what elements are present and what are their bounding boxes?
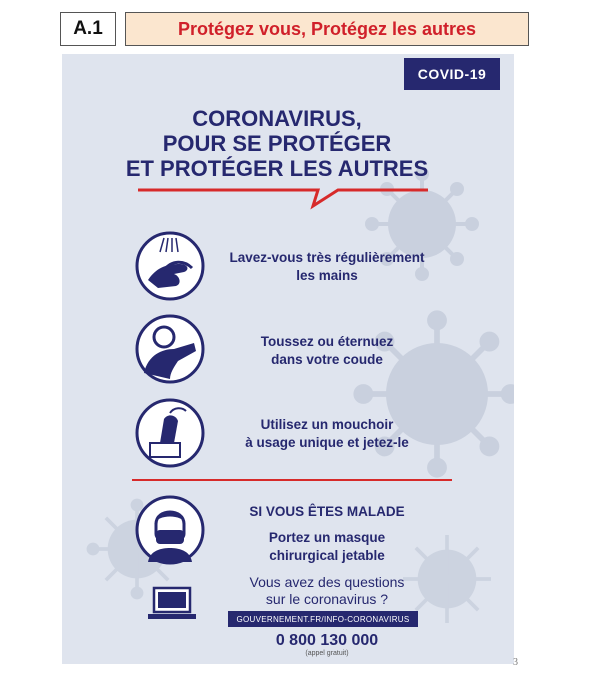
step-line: dans votre coude [271,352,383,367]
step-text [212,416,442,452]
headline-line: ET PROTÉGER LES AUTRES [125,156,429,181]
poster-headline [122,106,432,181]
sick-line: chirurgical jetable [269,548,385,563]
hand-washing-icon [134,230,206,302]
questions-line: sur le coronavirus ? [265,591,389,607]
laptop-icon [148,586,196,622]
speech-bubble-line [138,180,428,210]
phone-note: (appel gratuit) [305,650,349,657]
sick-line: Portez un masque [268,530,386,545]
headline-line: POUR SE PROTÉGER [162,131,392,156]
info-url: GOUVERNEMENT.FR/INFO-CORONAVIRUS [228,611,418,627]
section-label: A.1 [60,12,116,46]
step-text [212,333,442,369]
questions-text [222,574,432,608]
step-line: à usage unique et jetez-le [245,435,409,450]
section-divider [132,479,452,481]
step-line: Lavez-vous très régulièrement [229,250,425,265]
step-line: les mains [296,268,358,283]
phone-number: 0 800 130 000 [275,632,379,649]
page-number: 3 [513,657,518,668]
mask-face-icon [134,494,206,566]
cough-elbow-icon [134,313,206,385]
step-line: Toussez ou éternuez [260,334,394,349]
covid-badge: COVID-19 [404,58,500,90]
sick-title: SI VOUS ÊTES MALADE [249,504,405,519]
sick-text [222,529,432,565]
questions-line: Vous avez des questions [249,574,405,590]
tissue-icon [134,397,206,469]
covid-poster [62,54,514,664]
step-text [212,249,442,285]
headline-line: CORONAVIRUS, [192,106,362,131]
step-line: Utilisez un mouchoir [260,417,394,432]
section-title: Protégez vous, Protégez les autres [125,12,529,46]
